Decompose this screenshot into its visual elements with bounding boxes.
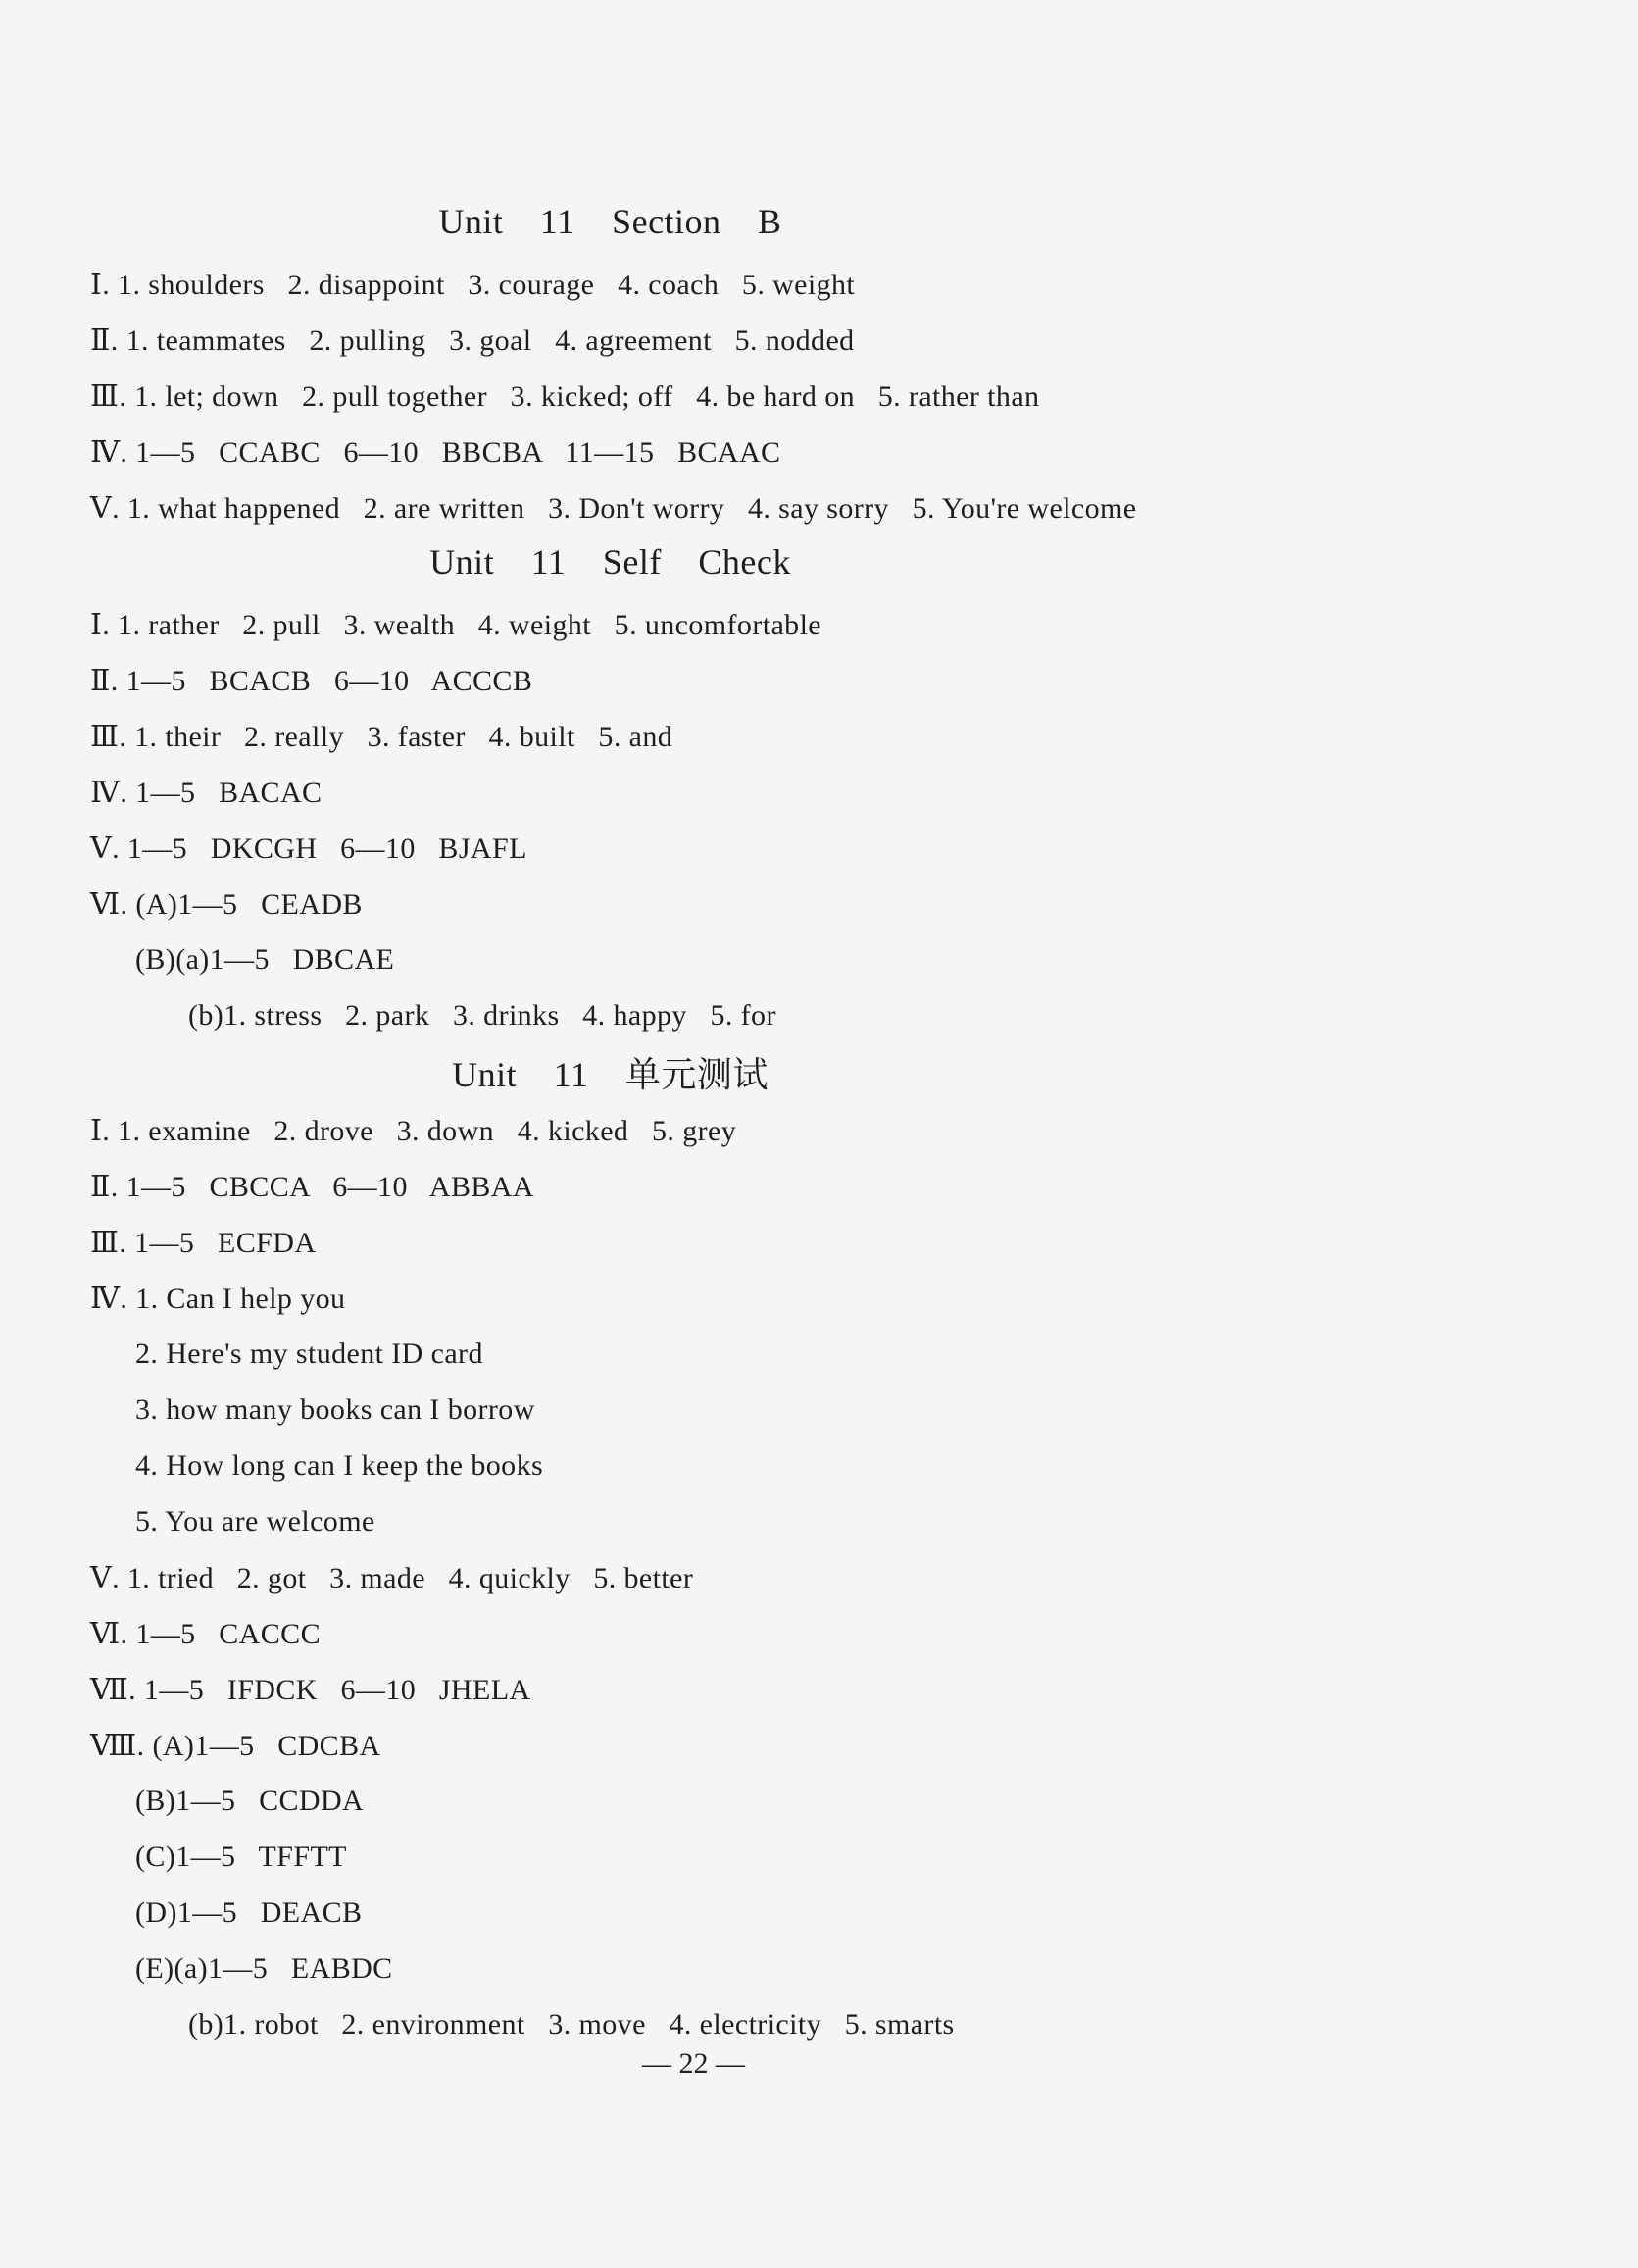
answer-line: (b)1. robot 2. environment 3. move 4. electricity 5. smarts — [188, 2008, 955, 2041]
answer-line: Ⅴ. 1—5 DKCGH 6—10 BJAFL — [90, 832, 527, 865]
answer-line: (B)(a)1—5 DBCAE — [135, 943, 395, 976]
answer-line: Ⅳ. 1—5 BACAC — [90, 777, 323, 809]
answer-line: (B)1—5 CCDDA — [135, 1785, 365, 1817]
section-heading: Unit 11 单元测试 — [452, 1055, 769, 1094]
answer-line: Ⅴ. 1. tried 2. got 3. made 4. quickly 5. better — [90, 1562, 694, 1594]
answer-line: Ⅳ. 1. Can I help you — [90, 1283, 346, 1315]
answer-line: Ⅲ. 1. let; down 2. pull together 3. kicked; off 4. be hard on 5. rather than — [90, 380, 1040, 413]
answer-line: Ⅰ. 1. examine 2. drove 3. down 4. kicked 5. grey — [90, 1115, 737, 1147]
answer-line: Ⅷ. (A)1—5 CDCBA — [90, 1730, 381, 1762]
answer-line: Ⅰ. 1. shoulders 2. disappoint 3. courage 4. coach 5. weight — [90, 269, 856, 301]
answer-line: (E)(a)1—5 EABDC — [135, 1952, 393, 1985]
answer-line: 4. How long can I keep the books — [135, 1449, 544, 1482]
answer-line: Ⅲ. 1—5 ECFDA — [90, 1227, 317, 1259]
answer-line: Ⅲ. 1. their 2. really 3. faster 4. built 5. and — [90, 721, 673, 753]
section-heading: Unit 11 Self Check — [429, 542, 791, 581]
answer-line: Ⅵ. (A)1—5 CEADB — [90, 888, 363, 921]
answer-line: (D)1—5 DEACB — [135, 1896, 363, 1929]
answer-line: (C)1—5 TFFTT — [135, 1840, 347, 1873]
answer-line: Ⅴ. 1. what happened 2. are written 3. Don't worry 4. say sorry 5. You're welcome — [90, 492, 1137, 525]
answer-line: Ⅱ. 1. teammates 2. pulling 3. goal 4. agreement 5. nodded — [90, 325, 855, 357]
answer-line: Ⅱ. 1—5 BCACB 6—10 ACCCB — [90, 665, 533, 697]
answer-line: Ⅰ. 1. rather 2. pull 3. wealth 4. weight 5. uncomfortable — [90, 609, 822, 641]
answer-line: 2. Here's my student ID card — [135, 1337, 483, 1370]
section-heading: Unit 11 Section B — [438, 202, 782, 241]
answer-line: 5. You are welcome — [135, 1505, 375, 1537]
answer-line: (b)1. stress 2. park 3. drinks 4. happy 5. for — [188, 999, 776, 1032]
answer-line: Ⅳ. 1—5 CCABC 6—10 BBCBA 11—15 BCAAC — [90, 436, 781, 469]
answer-line: Ⅵ. 1—5 CACCC — [90, 1618, 321, 1650]
answer-line: Ⅶ. 1—5 IFDCK 6—10 JHELA — [90, 1674, 531, 1706]
page-number: — 22 — — [642, 2047, 745, 2080]
answer-line: 3. how many books can I borrow — [135, 1393, 535, 1426]
answer-line: Ⅱ. 1—5 CBCCA 6—10 ABBAA — [90, 1171, 534, 1203]
